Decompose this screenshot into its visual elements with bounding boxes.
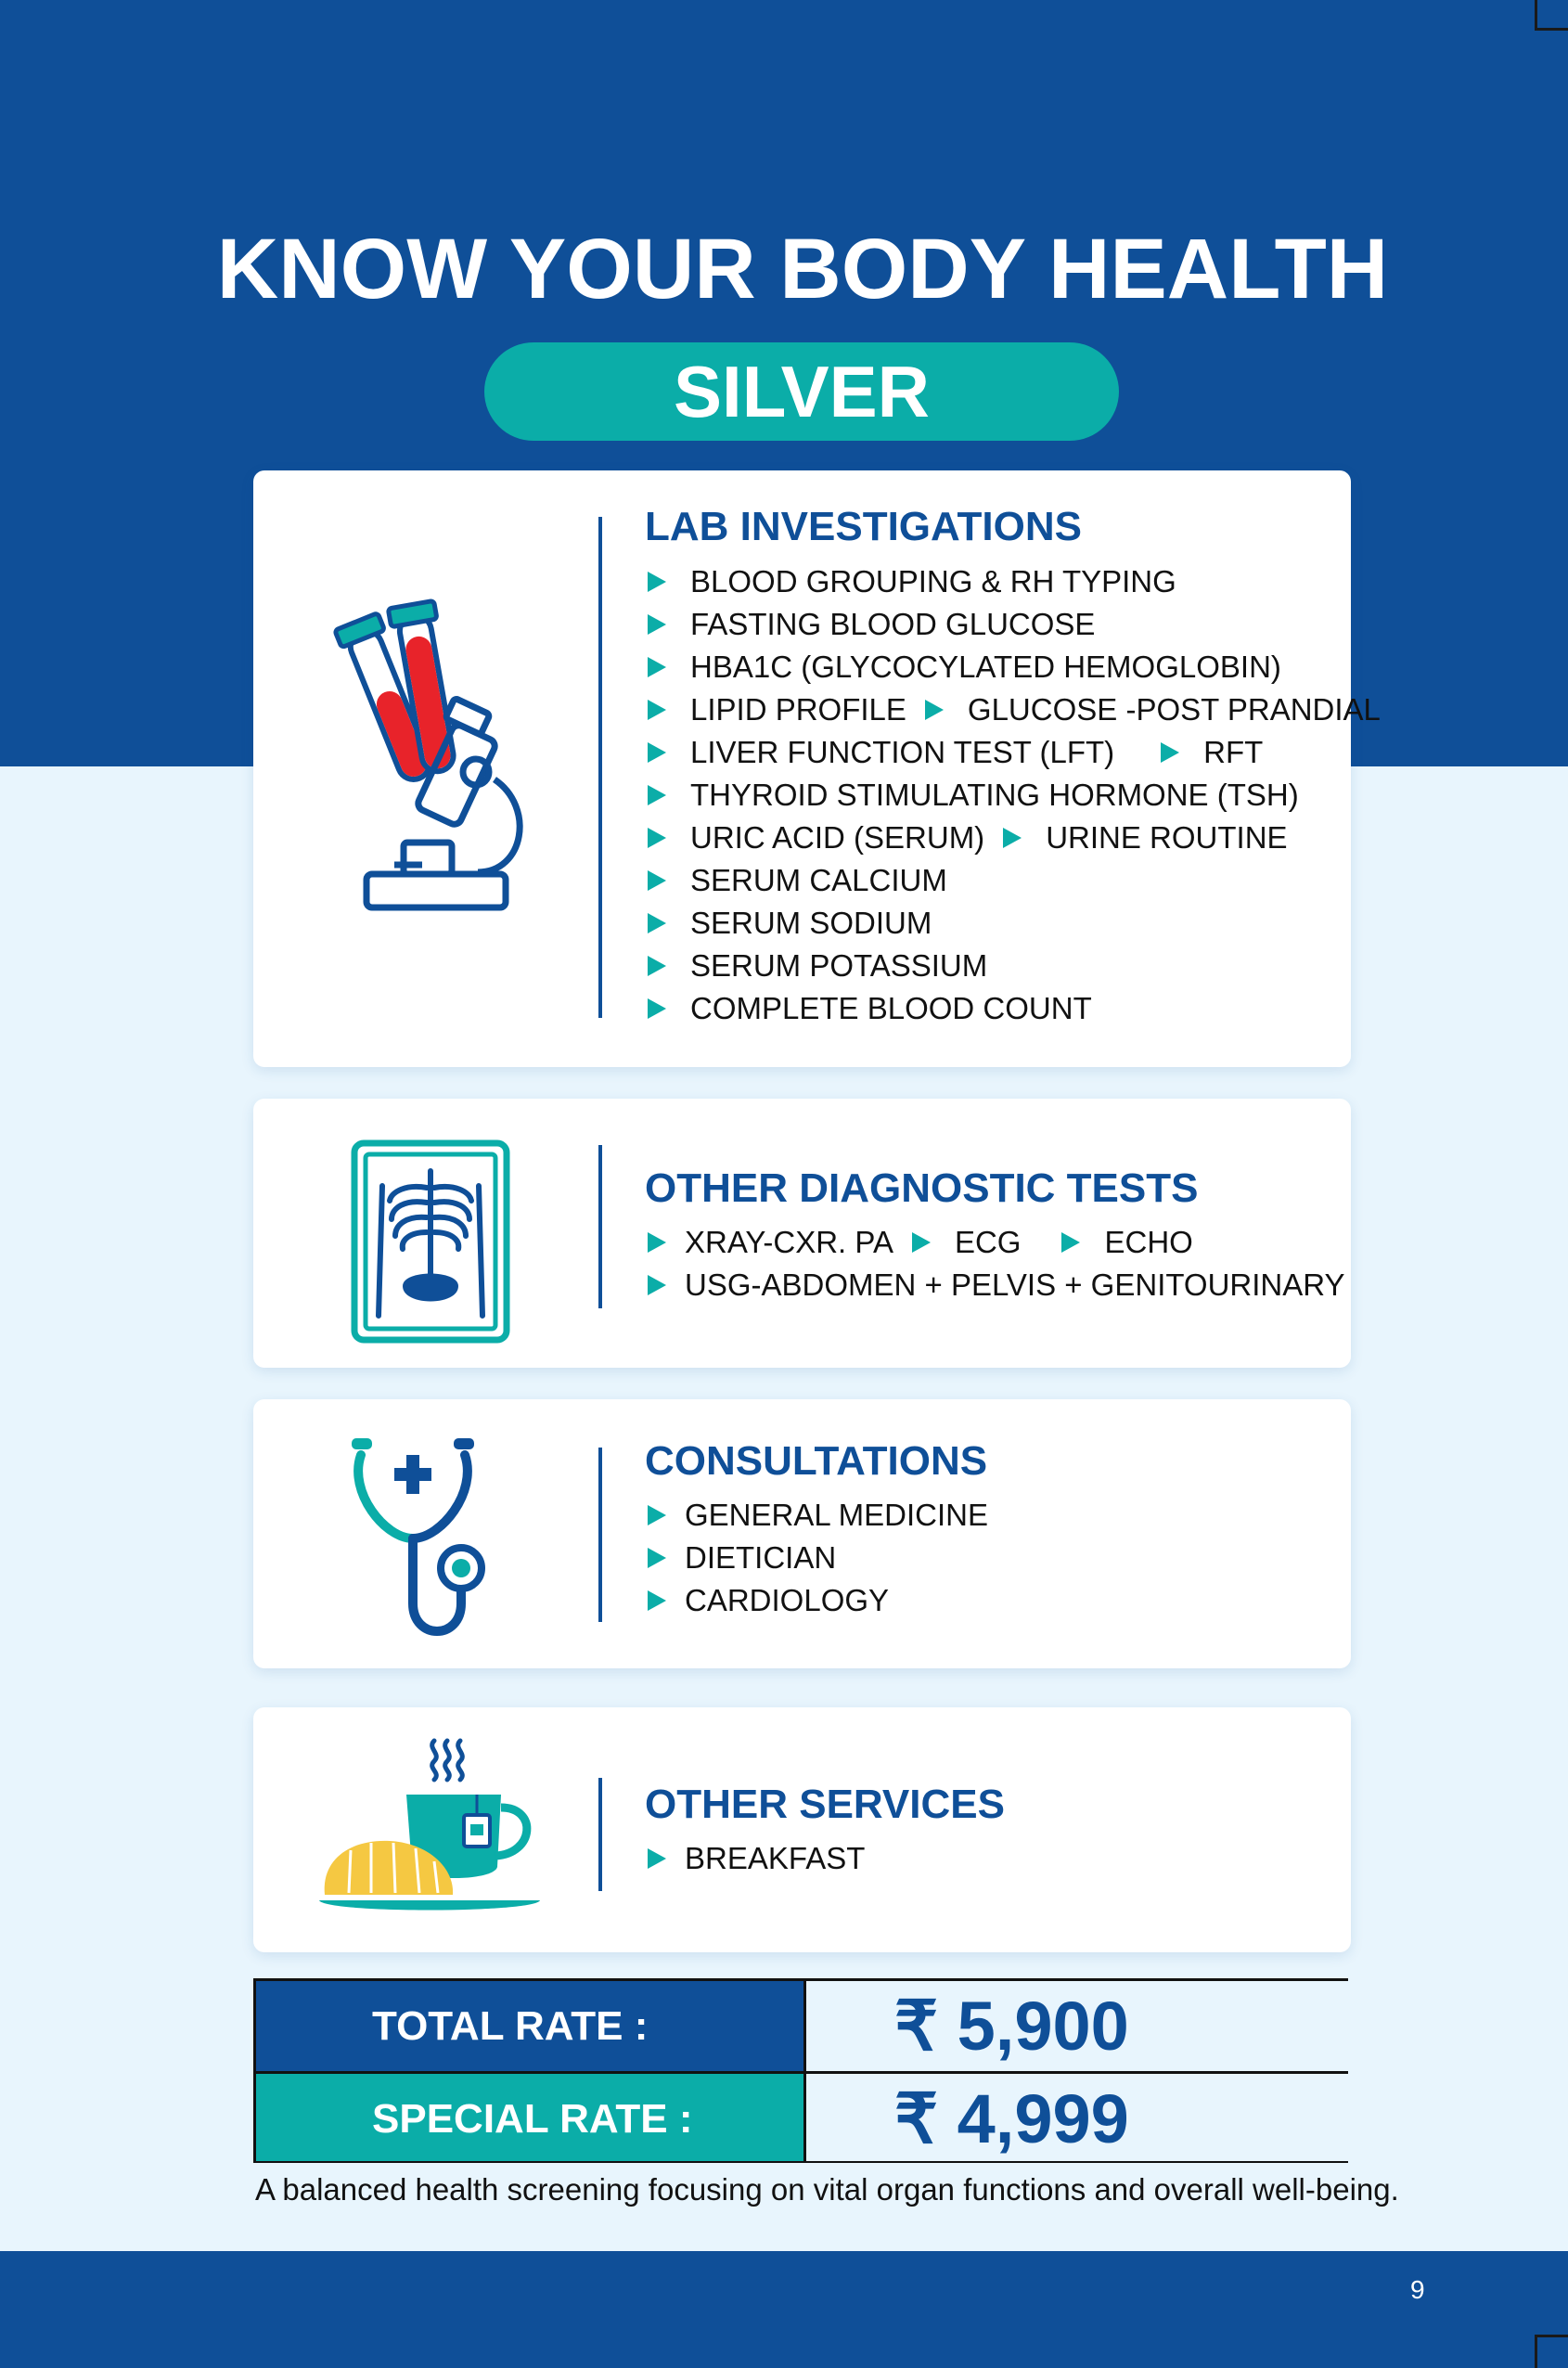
lab-item: SERUM SODIUM (648, 906, 932, 941)
crop-mark-top (1535, 0, 1568, 31)
arrow-icon (648, 828, 666, 848)
arrow-icon (648, 742, 666, 763)
lab-item: FASTING BLOOD GLUCOSE (648, 607, 1095, 642)
stethoscope-icon (348, 1427, 496, 1646)
microscope-icon (329, 594, 533, 928)
tea-cup-icon (315, 1737, 544, 1919)
arrow-icon (648, 913, 666, 933)
lab-section-title: LAB INVESTIGATIONS (645, 504, 1082, 549)
total-rate-value: ₹ 5,900 (803, 1981, 1348, 2071)
arrow-icon (648, 1590, 666, 1611)
arrow-icon (648, 785, 666, 805)
lab-item: LIVER FUNCTION TEST (LFT) RFT (648, 735, 1263, 770)
lab-divider (598, 517, 602, 1018)
page-title: KNOW YOUR BODY HEALTH (216, 222, 1389, 316)
arrow-icon (1003, 828, 1022, 848)
arrow-icon (648, 572, 666, 592)
diagnostic-item: XRAY-CXR. PA ECG ECHO (648, 1225, 1193, 1260)
arrow-icon (648, 614, 666, 635)
consultation-item: DIETICIAN (648, 1540, 836, 1576)
service-item: BREAKFAST (648, 1841, 865, 1876)
total-rate-label: TOTAL RATE : (256, 1981, 803, 2071)
lab-item: SERUM CALCIUM (648, 863, 947, 898)
arrow-icon (648, 870, 666, 891)
arrow-icon (648, 1848, 666, 1869)
other-services-section-title: OTHER SERVICES (645, 1782, 1005, 1827)
package-description: A balanced health screening focusing on vital organ functions and overall well-being. (255, 2172, 1399, 2207)
arrow-icon (648, 1548, 666, 1568)
arrow-icon (925, 700, 944, 720)
special-rate-label: SPECIAL RATE : (256, 2071, 803, 2161)
diagnostic-item: USG-ABDOMEN + PELVIS + GENITOURINARY (648, 1268, 1345, 1303)
arrow-icon (648, 1275, 666, 1295)
consultation-item: GENERAL MEDICINE (648, 1498, 988, 1533)
lab-item: BLOOD GROUPING & RH TYPING (648, 564, 1176, 599)
arrow-icon (648, 998, 666, 1019)
diagnostic-section-title: OTHER DIAGNOSTIC TESTS (645, 1165, 1199, 1211)
consultations-section-title: CONSULTATIONS (645, 1438, 988, 1484)
arrow-icon (648, 700, 666, 720)
lab-item: URIC ACID (SERUM) URINE ROUTINE (648, 820, 1288, 856)
arrow-icon (1161, 742, 1179, 763)
arrow-icon (648, 956, 666, 976)
arrow-icon (912, 1232, 931, 1253)
lab-item: COMPLETE BLOOD COUNT (648, 991, 1092, 1026)
lab-item: HBA1C (GLYCOCYLATED HEMOGLOBIN) (648, 650, 1281, 685)
other-services-divider (598, 1778, 602, 1891)
lab-item: LIPID PROFILE GLUCOSE -POST PRANDIAL (648, 692, 1381, 727)
xray-icon (351, 1139, 510, 1344)
footer-band (0, 2251, 1568, 2368)
tier-badge: SILVER (484, 342, 1119, 441)
arrow-icon (1061, 1232, 1080, 1253)
consultation-item: CARDIOLOGY (648, 1583, 889, 1618)
consultations-divider (598, 1448, 602, 1622)
rate-table (253, 1978, 1348, 2163)
arrow-icon (648, 1505, 666, 1525)
arrow-icon (648, 657, 666, 677)
page-number: 9 (1410, 2275, 1425, 2304)
lab-item: THYROID STIMULATING HORMONE (TSH) (648, 778, 1299, 813)
lab-item: SERUM POTASSIUM (648, 948, 987, 984)
diagnostic-divider (598, 1145, 602, 1308)
arrow-icon (648, 1232, 666, 1253)
crop-mark-bottom (1535, 2335, 1568, 2368)
special-rate-value: ₹ 4,999 (803, 2071, 1348, 2161)
